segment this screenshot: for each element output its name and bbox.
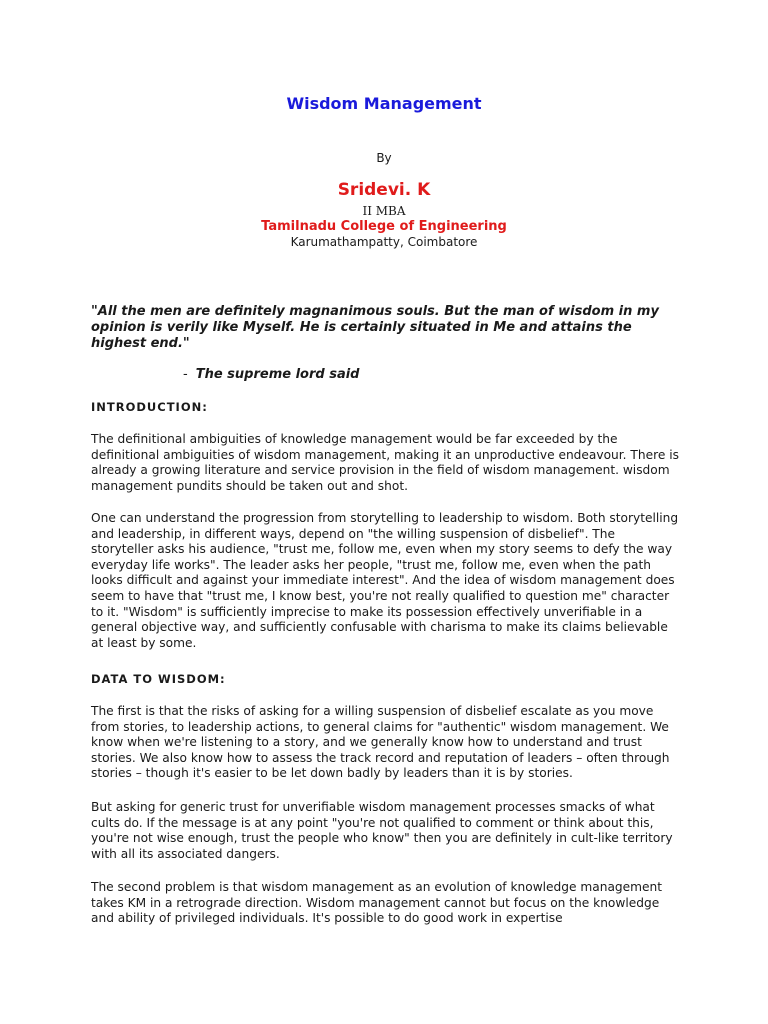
section-heading-data-to-wisdom: DATA TO WISDOM: — [91, 672, 226, 686]
byline-label: By — [376, 151, 392, 165]
document-title: Wisdom Management — [286, 94, 482, 113]
paragraph: The definitional ambiguities of knowledge management would be far exceeded by the definitional ambiguities of wisdom management, making it an unproductive endeavour. There is already a growing literature and service provision in the field of wisdom management. wisdom management pundits should be taken out and shot. — [91, 432, 679, 493]
attribution-dash: - — [183, 367, 188, 382]
author-course: II MBA — [362, 204, 406, 218]
paragraph: The second problem is that wisdom management as an evolution of knowledge management takes KM in a retrograde direction. Wisdom management cannot but focus on the knowledge and ability of privileged individuals. It's possible to do good work in expertise — [91, 880, 663, 926]
paragraph: But asking for generic trust for unverifiable wisdom management processes smacks of what cults do. If the message is at any point "you're not qualified to comment or think about this, you're not wise enough, trust the people who know" then you are definitely in cult-like territory with all its associated dangers. — [91, 800, 673, 861]
author-name: Sridevi. K — [337, 180, 431, 200]
paragraph: The first is that the risks of asking for a willing suspension of disbelief escalate as you move from stories, to leadership actions, to general claims for "authentic" wisdom management. We know when we're listening to a story, and we generally know how to understand and trust stories. We also know how to assess the track record and reputation of leaders – often through stories – though it's easier to be let down badly by leaders than it is by stories. — [91, 704, 670, 781]
epigraph-attribution — [183, 367, 360, 382]
attribution-text: The supreme lord said — [195, 367, 360, 382]
section-heading-introduction: INTRODUCTION: — [91, 400, 208, 414]
author-college: Tamilnadu College of Engineering — [261, 219, 507, 234]
author-location: Karumathampatty, Coimbatore — [290, 235, 478, 249]
epigraph-quote: "All the men are definitely magnanimous souls. But the man of wisdom in my opinion is verily like Myself. He is certainly situated in Me and attains the highest end." — [91, 304, 659, 351]
paragraph: One can understand the progression from storytelling to leadership to wisdom. Both storytelling and leadership, in different ways, depend on "the willing suspension of disbelief". The storyteller asks his audience, "trust me, follow me, even when my story seems to defy the way everyday life works". The leader asks her people, "trust me, follow me, even when the path looks difficult and against your immediate interest". And the idea of wisdom management does seem to have that "trust me, I know best, you're not really qualified to question me" character to it. "Wisdom" is sufficiently imprecise to make its possession effectively unverifiable in a general objective way, and sufficiently confusable with charisma to make its claims believable at least by some. — [91, 511, 679, 650]
